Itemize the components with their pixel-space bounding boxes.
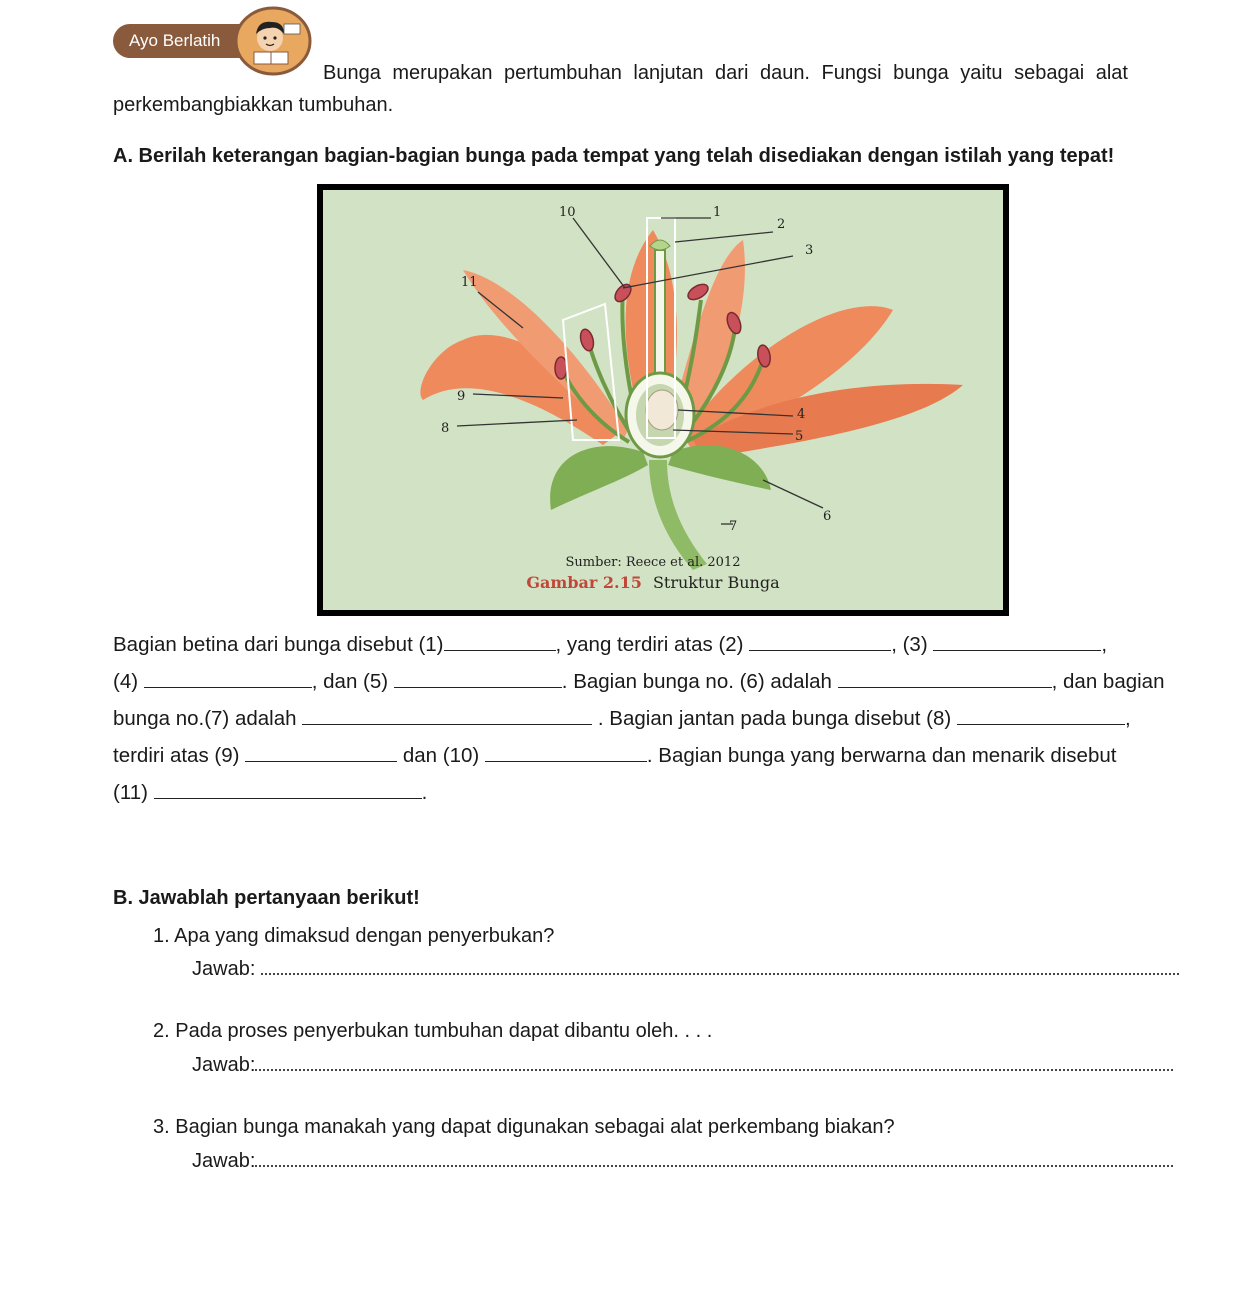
answer-2-row: Jawab: bbox=[192, 1053, 1173, 1077]
stem bbox=[649, 460, 707, 570]
answer-3-row: Jawab: bbox=[192, 1149, 1173, 1173]
label-10: 10 bbox=[559, 205, 576, 220]
sepal-right bbox=[668, 445, 771, 490]
student-mascot-icon bbox=[234, 6, 312, 76]
figure-caption-prefix: Gambar 2.15 bbox=[526, 573, 642, 592]
blank-5[interactable] bbox=[394, 669, 562, 688]
ayo-berlatih-badge: Ayo Berlatih bbox=[113, 24, 263, 58]
blank-3[interactable] bbox=[933, 632, 1101, 651]
intro-line-1: Bunga merupakan pertumbuhan lanjutan dari daun. Fungsi bunga yaitu sebagai alat bbox=[323, 62, 1128, 84]
flower-structure-figure bbox=[317, 184, 1009, 616]
figure-caption bbox=[526, 573, 780, 592]
blank-10[interactable] bbox=[485, 743, 647, 762]
figure-caption-title: Struktur Bunga bbox=[652, 573, 780, 592]
question-2: 2. Pada proses penyerbukan tumbuhan dapat dibantu oleh. . . . bbox=[153, 1020, 713, 1042]
figure-source: Sumber: Reece et al. 2012 bbox=[565, 555, 741, 570]
label-4: 4 bbox=[797, 407, 806, 422]
label-3: 3 bbox=[805, 243, 814, 258]
blank-11[interactable] bbox=[154, 780, 422, 799]
question-1: 1. Apa yang dimaksud dengan penyerbukan? bbox=[153, 925, 555, 947]
blank-9[interactable] bbox=[245, 743, 397, 762]
label-8: 8 bbox=[441, 421, 450, 436]
blank-1[interactable] bbox=[444, 632, 556, 651]
sepal-left bbox=[550, 446, 648, 510]
blank-8[interactable] bbox=[957, 706, 1125, 725]
label-11: 11 bbox=[461, 275, 478, 290]
question-3: 3. Bagian bunga manakah yang dapat digunakan sebagai alat perkembang biakan? bbox=[153, 1116, 895, 1138]
label-7: 7 bbox=[729, 519, 738, 534]
section-b-title: B. Jawablah pertanyaan berikut! bbox=[113, 887, 420, 909]
blank-6[interactable] bbox=[838, 669, 1052, 688]
flower-diagram bbox=[323, 190, 1003, 610]
answer-3-line[interactable] bbox=[255, 1149, 1173, 1167]
blank-4[interactable] bbox=[144, 669, 312, 688]
label-1: 1 bbox=[713, 205, 722, 220]
blank-7[interactable] bbox=[302, 706, 592, 725]
label-2: 2 bbox=[777, 217, 786, 232]
blank-2[interactable] bbox=[749, 632, 891, 651]
label-6: 6 bbox=[823, 509, 832, 524]
ovule bbox=[646, 390, 678, 430]
section-a-title: A. Berilah keterangan bagian-bagian bunga pada tempat yang telah disediakan dengan istilah yang tepat! bbox=[113, 145, 1115, 167]
fill-line-2: (4) , dan (5) . Bagian bunga no. (6) adalah , dan bagian bbox=[113, 670, 1165, 693]
fill-line-5: (11) . bbox=[113, 781, 428, 804]
fill-line-1: Bagian betina dari bunga disebut (1) , yang terdiri atas (2) , (3) , bbox=[113, 633, 1108, 656]
fill-line-4: terdiri atas (9) dan (10) . Bagian bunga yang berwarna dan menarik disebut bbox=[113, 744, 1117, 767]
answer-1-line[interactable] bbox=[261, 957, 1179, 975]
label-9: 9 bbox=[457, 389, 466, 404]
fill-line-3: bunga no.(7) adalah . Bagian jantan pada bunga disebut (8) , bbox=[113, 707, 1131, 730]
answer-1-row: Jawab: bbox=[192, 957, 1179, 981]
label-5: 5 bbox=[795, 429, 804, 444]
answer-2-line[interactable] bbox=[255, 1053, 1173, 1071]
intro-line-2: perkembangbiakkan tumbuhan. bbox=[113, 94, 394, 116]
